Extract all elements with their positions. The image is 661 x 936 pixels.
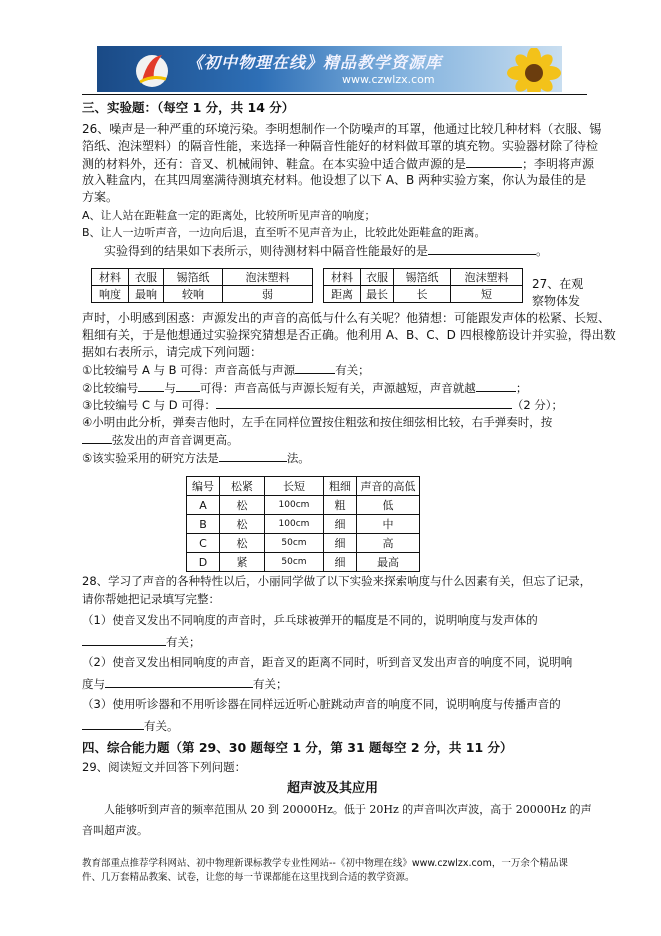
q28-blank-2[interactable]	[105, 675, 253, 688]
q28-blank-1[interactable]	[82, 633, 166, 646]
table-cell: 长	[394, 286, 451, 303]
q29-line-1: 29、阅读短文并回答下列问题：	[82, 760, 247, 774]
q27-blank-5[interactable]	[219, 449, 287, 462]
table-cell: D	[187, 553, 220, 572]
q28-part-1b: 有关；	[82, 633, 201, 651]
table-cell: 最长	[361, 286, 394, 303]
page-footer	[82, 857, 592, 885]
q27-step-1: ①比较编号 A 与 B 可得：声音高低与声源 有关；	[82, 363, 370, 377]
table-row	[187, 515, 420, 534]
table-cell: 长短	[265, 477, 324, 496]
table-row	[324, 269, 523, 286]
site-logo-icon	[132, 49, 172, 89]
banner-url[interactable]: www.czwlzx.com	[342, 73, 435, 86]
table-cell: 粗细	[324, 477, 357, 496]
table-cell: 细	[324, 515, 357, 534]
table-cell: 短	[451, 286, 523, 303]
table-cell: C	[187, 534, 220, 553]
section-4-heading: 四、综合能力题（第 29、30 题每空 1 分，第 31 题每空 2 分，共 11 分）	[82, 740, 513, 755]
table-row	[92, 269, 313, 286]
table-cell: 紧	[220, 553, 265, 572]
table-cell: 50cm	[265, 553, 324, 572]
table-cell: 衣服	[129, 269, 164, 286]
table-distance	[323, 268, 523, 303]
table-cell: 高	[357, 534, 420, 553]
footer-line-1: 教育部重点推荐学科网站、初中物理新课标教学专业性网站--《初中物理在线》www.czwlzx.com，一万余个精品课	[82, 858, 568, 869]
table-cell: 松	[220, 534, 265, 553]
table-row	[187, 496, 420, 515]
q27-step-2: ②比较编号 与 可得：声音高低与声源长短有关，声源越短，声音就越 ；	[82, 381, 528, 395]
q26-line-6: 实验得到的结果如下表所示，则待测材料中隔音性能最好的是 。	[104, 244, 549, 258]
table-cell: 细	[324, 553, 357, 572]
table-cell: 衣服	[361, 269, 394, 286]
q27-line-3: 据如右表所示，请完成下列问题：	[82, 345, 263, 359]
banner-title: 《初中物理在线》精品教学资源库	[187, 53, 443, 72]
table-cell: 较响	[164, 286, 223, 303]
section-3-heading: 三、实验题：（每空 1 分，共 14 分）	[82, 100, 295, 115]
q27-line-2: 粗细有关，于是他想通过实验探究猜想是否正确。他利用 A、B、C、D 四根橡筋设计并实验，得出数	[82, 328, 616, 342]
table-cell: A	[187, 496, 220, 515]
q28-part-2: （2）使音叉发出相同响度的声音，距音叉的距离不同时，听到音叉发出声音的响度不同，说明响	[82, 655, 573, 669]
table-cell: 最响	[129, 286, 164, 303]
q26-line-3: 测的材料外，还有：音叉、机械闹钟、鞋盒。在本实验中适合做声源的是 ；李明将声源	[82, 157, 595, 171]
table-cell: B	[187, 515, 220, 534]
table-row	[324, 286, 523, 303]
q26-option-b: B、让人一边听声音，一边向后退，直至听不见声音为止，比较此处距鞋盒的距离。	[82, 226, 486, 239]
q26-line-5: 方案。	[82, 190, 119, 204]
table-cell: 弱	[223, 286, 313, 303]
q27-side-2: 察物体发	[532, 294, 581, 308]
q27-blank-1[interactable]	[295, 361, 335, 374]
q27-step-3: ③比较编号 C 与 D 可得： （2 分）；	[82, 398, 564, 412]
q28-line-1: 28、学习了声音的各种特性以后，小丽同学做了以下实验来探索响度与什么因素有关，但忘了记录，	[82, 574, 592, 588]
q27-line-1: 声时，小明感到困惑：声源发出的声音的高低与什么有关呢？他猜想：可能跟发声体的松紧、长短、	[82, 311, 611, 325]
table-cell: 声音的高低	[357, 477, 420, 496]
table-cell: 细	[324, 534, 357, 553]
table-rubber-bands	[186, 476, 420, 572]
table-row	[187, 553, 420, 572]
table-row	[187, 477, 420, 496]
q27-blank-2b[interactable]	[176, 379, 200, 392]
q26-line-4: 放入鞋盒内，在其四周塞满待测填充材料。他设想了以下 A、B 两种实验方案，你认为最佳的是	[82, 173, 587, 187]
q27-side-1: 27、在观	[532, 277, 584, 291]
footer-line-2: 件、几万套精品教案、试卷，让您的每一节课都能在这里找到合适的教学资源。	[82, 872, 415, 883]
q27-blank-2c[interactable]	[476, 379, 516, 392]
table-loudness	[91, 268, 313, 303]
q26-line-1: 26、噪声是一种严重的环境污染。李明想制作一个防噪声的耳罩，他通过比较几种材料（衣服、锡	[82, 122, 602, 136]
table-cell: 低	[357, 496, 420, 515]
table-cell: 松紧	[220, 477, 265, 496]
table-cell: 最高	[357, 553, 420, 572]
q28-blank-3[interactable]	[82, 717, 144, 730]
q28-part-3b: 有关。	[82, 717, 179, 735]
header-rule	[82, 94, 587, 95]
article-paragraph-1: 人能够听到声音的频率范围从 20 到 20000Hz。低于 20Hz 的声音叫次声波，高于 20000Hz 的声	[104, 803, 592, 816]
q27-blank-4[interactable]	[82, 431, 112, 444]
q27-step-5: ⑤该实验采用的研究方法是 法。	[82, 451, 310, 465]
table-cell: 材料	[92, 269, 129, 286]
q26-blank-sound-source[interactable]	[466, 155, 522, 168]
table-cell: 松	[220, 496, 265, 515]
table-row	[187, 534, 420, 553]
q27-blank-3[interactable]	[216, 396, 512, 409]
table-cell: 泡沫塑料	[223, 269, 313, 286]
table-cell: 泡沫塑料	[451, 269, 523, 286]
table-cell: 松	[220, 515, 265, 534]
q28-part-1: （1）使音叉发出不同响度的声音时，乒乓球被弹开的幅度是不同的，说明响度与发声体的	[82, 613, 538, 627]
q28-part-2b: 度与 有关；	[82, 677, 288, 691]
table-cell: 100cm	[265, 515, 324, 534]
sunflower-icon	[494, 48, 562, 92]
table-row	[92, 286, 313, 303]
q26-line-2: 箔纸、泡沫塑料）的隔音性能，来选择一种隔音性能好的材料做耳罩的填充物。实验器材除了待检	[82, 139, 599, 153]
article-title: 超声波及其应用	[287, 781, 379, 796]
table-cell: 响度	[92, 286, 129, 303]
table-cell: 50cm	[265, 534, 324, 553]
table-cell: 100cm	[265, 496, 324, 515]
article-paragraph-1b: 音叫超声波。	[82, 824, 148, 837]
table-cell: 距离	[324, 286, 361, 303]
q28-part-3: （3）使用听诊器和不用听诊器在同样远近听心脏跳动声音的响度不同，说明响度与传播声音的	[82, 697, 561, 711]
q26-option-a: A、让人站在距鞋盒一定的距离处，比较所听见声音的响度；	[82, 209, 376, 222]
q27-step-4b: 弦发出的声音音调更高。	[82, 431, 239, 449]
q27-blank-2a[interactable]	[138, 379, 164, 392]
table-cell: 粗	[324, 496, 357, 515]
table-cell: 编号	[187, 477, 220, 496]
q26-blank-best-material[interactable]	[428, 242, 536, 255]
table-cell: 锡箔纸	[394, 269, 451, 286]
table-cell: 中	[357, 515, 420, 534]
table-cell: 材料	[324, 269, 361, 286]
header-banner	[97, 46, 562, 92]
table-cell: 锡箔纸	[164, 269, 223, 286]
q28-line-2: 请你帮她把记录填写完整：	[82, 592, 220, 606]
q27-step-4: ④小明由此分析，弹奏吉他时，左手在同样位置按住粗弦和按住细弦相比较，右手弹奏时，按	[82, 415, 553, 429]
